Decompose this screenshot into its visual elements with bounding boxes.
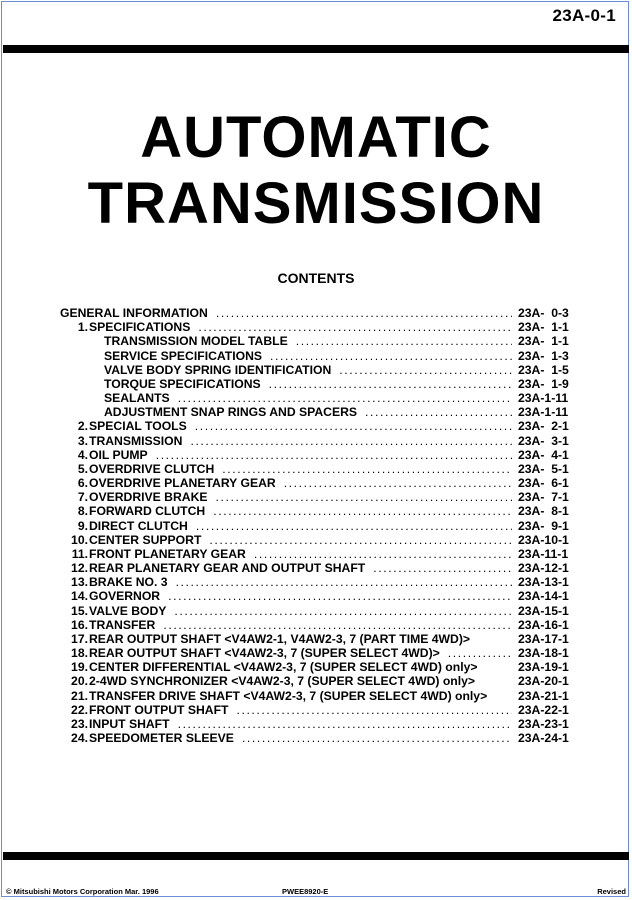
toc-entry-label: DIRECT CLUTCH: [89, 518, 188, 533]
toc-leader-dots: [174, 604, 512, 618]
toc-entry-label: SEALANTS: [104, 391, 170, 406]
toc-leader-dots: [216, 490, 512, 504]
toc-entry-page: 23A- 1-3: [518, 348, 569, 363]
toc-entry-page: 23A- 0-3: [518, 306, 569, 320]
footer-status: Revised: [597, 887, 626, 896]
toc-entry[interactable]: [60, 731, 574, 745]
toc-leader-dots: [236, 703, 512, 717]
toc-leader-dots: [284, 476, 512, 490]
toc-entry[interactable]: [60, 646, 574, 660]
toc-entry-number: 24.: [71, 731, 88, 746]
toc-entry-number: 23.: [71, 716, 88, 731]
toc-entry-label: BRAKE NO. 3: [89, 575, 168, 590]
toc-entry-label: REAR OUTPUT SHAFT <V4AW2-3, 7 (SUPER SELECT 4WD)>: [89, 646, 440, 661]
toc-entry[interactable]: [60, 377, 574, 391]
toc-entry-page: 23A-11-1: [518, 546, 569, 561]
toc-entry[interactable]: [60, 434, 574, 448]
toc-entry[interactable]: [60, 547, 574, 561]
toc-entry-number: 7.: [77, 490, 88, 505]
footer-copyright: © Mitsubishi Motors Corporation Mar. 1996: [6, 887, 159, 896]
title-line-2: TRANSMISSION: [87, 171, 545, 236]
toc-entry-page: 23A- 4-1: [518, 447, 569, 462]
toc-leader-dots: [269, 377, 512, 391]
toc-entry-label: TRANSFER: [89, 617, 156, 632]
toc-entry[interactable]: [60, 561, 574, 575]
toc-entry-number: 4.: [77, 447, 88, 462]
toc-entry[interactable]: [60, 320, 574, 334]
toc-entry[interactable]: [60, 674, 574, 688]
toc-entry[interactable]: [60, 703, 574, 717]
toc-entry-number: 8.: [77, 504, 88, 519]
toc-entry[interactable]: [60, 462, 574, 476]
toc-entry-number: 6.: [77, 476, 88, 491]
toc-leader-dots: [373, 561, 512, 575]
toc-leader-dots: [178, 717, 512, 731]
toc-entry-page: 23A-14-1: [518, 589, 569, 604]
toc-leader-dots: [190, 434, 512, 448]
bottom-rule: [3, 852, 629, 860]
toc-entry[interactable]: [60, 405, 574, 419]
toc-entry[interactable]: [60, 604, 574, 618]
toc-entry[interactable]: [60, 419, 574, 433]
toc-entry-number: 11.: [71, 546, 88, 561]
toc-entry-page: 23A-24-1: [518, 731, 569, 746]
toc-entry-number: 10.: [71, 532, 88, 547]
toc-entry-page: 23A- 9-1: [518, 518, 569, 533]
toc-entry-page: 23A-19-1: [518, 660, 569, 675]
toc-entry-label: OVERDRIVE BRAKE: [89, 490, 208, 505]
top-rule: [3, 45, 629, 53]
toc-leader-dots: [213, 504, 512, 518]
toc-entry-label: 2-4WD SYNCHRONIZER <V4AW2-3, 7 (SUPER SELECT 4WD) only>: [89, 674, 476, 689]
toc-leader-dots: [176, 575, 512, 589]
toc-entry-page: 23A-1-11: [518, 391, 569, 406]
toc-leader-dots: [163, 618, 512, 632]
toc-entry-page: 23A- 1-1: [518, 320, 569, 335]
toc-entry-number: 16.: [71, 617, 88, 632]
toc-entry[interactable]: [60, 660, 574, 674]
toc-entry[interactable]: [60, 363, 574, 377]
toc-leader-dots: [196, 519, 512, 533]
toc-entry-label: REAR PLANETARY GEAR AND OUTPUT SHAFT: [89, 561, 366, 576]
toc-entry-number: 13.: [71, 575, 88, 590]
toc-entry-number: 17.: [71, 631, 88, 646]
toc-entry-label: ADJUSTMENT SNAP RINGS AND SPACERS: [104, 405, 358, 420]
toc-entry[interactable]: [60, 448, 574, 462]
toc-entry-page: 23A-12-1: [518, 561, 569, 576]
footer-doc-code: PWEE8920-E: [282, 887, 329, 896]
toc-leader-dots: [222, 462, 512, 476]
toc-entry[interactable]: [60, 349, 574, 363]
toc-entry-number: 14.: [71, 589, 88, 604]
toc-leader-dots: [296, 334, 512, 348]
toc-entry-page: 23A-1-11: [518, 405, 569, 420]
toc-entry-number: 9.: [77, 518, 88, 533]
toc-entry-page: 23A- 2-1: [518, 419, 569, 434]
table-of-contents: [60, 306, 574, 745]
toc-entry[interactable]: [60, 533, 574, 547]
toc-entry-number: 22.: [71, 702, 88, 717]
toc-entry[interactable]: [60, 618, 574, 632]
toc-entry-label: FRONT OUTPUT SHAFT: [89, 702, 229, 717]
toc-entry-number: 1.: [77, 320, 88, 335]
toc-entry-label: OVERDRIVE CLUTCH: [89, 461, 215, 476]
title-line-1: AUTOMATIC: [140, 105, 492, 170]
toc-leader-dots: [198, 320, 512, 334]
toc-entry-label: TRANSMISSION: [89, 433, 183, 448]
toc-entry-label: GOVERNOR: [89, 589, 161, 604]
toc-leader-dots: [156, 448, 512, 462]
toc-entry-number: 15.: [71, 603, 88, 618]
toc-entry-page: 23A- 1-9: [518, 376, 569, 391]
toc-leader-dots: [178, 391, 512, 405]
toc-entry-label: SERVICE SPECIFICATIONS: [104, 348, 263, 363]
toc-entry[interactable]: [60, 504, 574, 518]
toc-entry[interactable]: [60, 717, 574, 731]
toc-leader-dots: [216, 306, 512, 320]
contents-heading: CONTENTS: [277, 270, 355, 286]
toc-entry[interactable]: [60, 476, 574, 490]
toc-leader-dots: [365, 405, 512, 419]
toc-entry-label: CENTER SUPPORT: [89, 532, 202, 547]
toc-leader-dots: [339, 363, 512, 377]
toc-entry-page: 23A-23-1: [518, 716, 569, 731]
toc-entry-page: 23A- 7-1: [518, 490, 569, 505]
toc-entry-label: FRONT PLANETARY GEAR: [89, 546, 246, 561]
toc-entry-page: 23A-20-1: [518, 674, 569, 689]
toc-entry[interactable]: [60, 490, 574, 504]
toc-leader-dots: [254, 547, 512, 561]
toc-entry-label: SPECIAL TOOLS: [89, 419, 187, 434]
toc-entry-page: 23A- 3-1: [518, 433, 569, 448]
toc-entry-number: 2.: [77, 419, 88, 434]
toc-leader-dots: [270, 349, 512, 363]
toc-entry-label: OIL PUMP: [89, 447, 148, 462]
toc-entry-number: 5.: [77, 461, 88, 476]
toc-entry-page: 23A-16-1: [518, 617, 569, 632]
toc-entry-page: 23A-13-1: [518, 575, 569, 590]
toc-entry-page: 23A- 6-1: [518, 476, 569, 491]
toc-entry-page: 23A- 5-1: [518, 461, 569, 476]
toc-entry[interactable]: [60, 519, 574, 533]
toc-entry-number: 19.: [71, 660, 88, 675]
toc-entry-page: 23A-18-1: [518, 646, 569, 661]
toc-leader-dots: [195, 419, 512, 433]
toc-entry-number: 21.: [71, 688, 88, 703]
toc-entry-label: VALVE BODY SPRING IDENTIFICATION: [104, 362, 332, 377]
toc-entry-number: 18.: [71, 646, 88, 661]
toc-leader-dots: [209, 533, 512, 547]
toc-entry[interactable]: [60, 391, 574, 405]
page-id: 23A-0-1: [552, 6, 616, 25]
toc-entry-number: 12.: [71, 561, 88, 576]
toc-entry-page: 23A- 8-1: [518, 504, 569, 519]
toc-entry-page: 23A-21-1: [518, 688, 569, 703]
toc-entry-label: REAR OUTPUT SHAFT <V4AW2-1, V4AW2-3, 7 (PART TIME 4WD)>: [89, 631, 471, 646]
toc-entry[interactable]: [60, 632, 574, 646]
toc-entry-page: 23A-17-1: [518, 631, 569, 646]
toc-entry-label: FORWARD CLUTCH: [89, 504, 206, 519]
toc-entry[interactable]: [60, 589, 574, 603]
toc-entry-page: 23A-10-1: [518, 532, 569, 547]
toc-entry[interactable]: [60, 334, 574, 348]
toc-entry-page: 23A- 1-5: [518, 362, 569, 377]
toc-entry-label: VALVE BODY: [89, 603, 167, 618]
toc-entry[interactable]: [60, 306, 574, 320]
toc-entry-number: 3.: [77, 433, 88, 448]
toc-entry-number: 20.: [71, 674, 88, 689]
toc-entry[interactable]: [60, 575, 574, 589]
toc-entry-label: TORQUE SPECIFICATIONS: [104, 376, 261, 391]
toc-entry-page: 23A-22-1: [518, 702, 569, 717]
toc-entry-label: SPEEDOMETER SLEEVE: [89, 731, 234, 746]
toc-entry[interactable]: [60, 689, 574, 703]
toc-leader-dots: [242, 731, 512, 745]
toc-entry-label: TRANSFER DRIVE SHAFT <V4AW2-3, 7 (SUPER SELECT 4WD) only>: [89, 688, 488, 703]
toc-entry-label: INPUT SHAFT: [89, 716, 170, 731]
toc-leader-dots: [448, 646, 512, 660]
toc-entry-label: SPECIFICATIONS: [89, 320, 191, 335]
toc-entry-label: TRANSMISSION MODEL TABLE: [104, 334, 288, 349]
toc-entry-label: GENERAL INFORMATION: [60, 306, 208, 320]
toc-entry-page: 23A- 1-1: [518, 334, 569, 349]
toc-entry-page: 23A-15-1: [518, 603, 569, 618]
toc-entry-label: OVERDRIVE PLANETARY GEAR: [89, 476, 276, 491]
toc-leader-dots: [168, 589, 512, 603]
toc-entry-label: CENTER DIFFERENTIAL <V4AW2-3, 7 (SUPER SELECT 4WD) only>: [89, 660, 478, 675]
